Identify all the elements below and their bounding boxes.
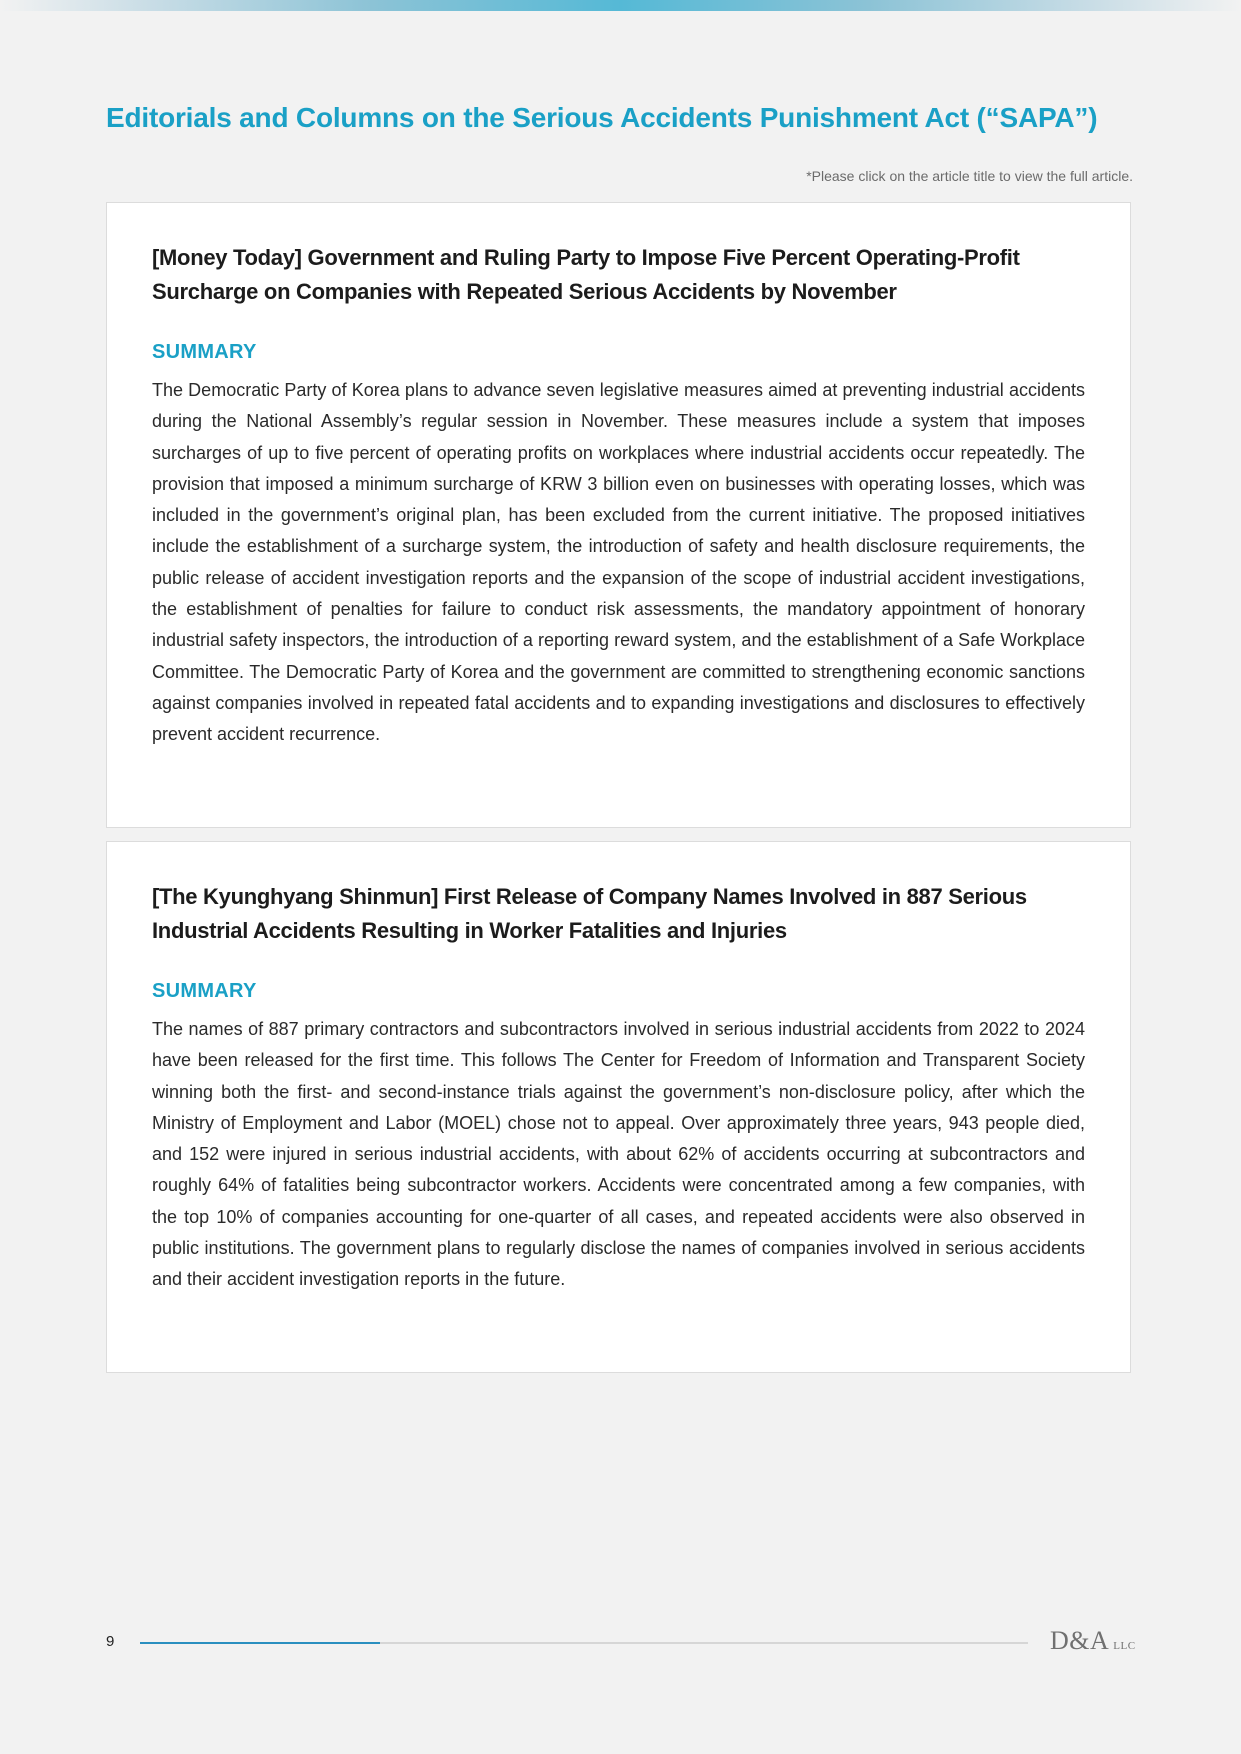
article-title-link[interactable]: [The Kyunghyang Shinmun] First Release of Company Names Involved in 887 Serious Industrial Accidents Resulting in Worker Fatalities and Injuries <box>152 884 1027 943</box>
summary-text: The Democratic Party of Korea plans to advance seven legislative measures aimed at preventing industrial accidents during the National Assembly’s regular session in November. These measures include a system that imposes surcharges of up to five percent of operating profits on workplaces where industrial accidents occur repeatedly. The provision that imposed a minimum surcharge of KRW 3 billion even on businesses with operating losses, which was included in the government’s original plan, has been excluded from the current initiative. The proposed initiatives include the establishment of a surcharge system, the introduction of safety and health disclosure requirements, the public release of accident investigation reports and the expansion of the scope of industrial accident investigations, the establishment of penalties for failure to conduct risk assessments, the mandatory appointment of honorary industrial safety inspectors, the introduction of a reporting reward system, and the establishment of a Safe Workplace Committee. The Democratic Party of Korea and the government are committed to strengthening economic sanctions against companies involved in repeated fatal accidents and to expanding investigations and disclosures to effectively prevent accident recurrence. <box>152 380 1085 745</box>
logo-main-text: D&A <box>1050 1626 1110 1655</box>
summary-text: The names of 887 primary contractors and subcontractors involved in serious industrial accidents from 2022 to 2024 have been released for the first time. This follows The Center for Freedom of Information and Transparent Society winning both the first- and second-instance trials against the government’s non-disclosure policy, after which the Ministry of Employment and Labor (MOEL) chose not to appeal. Over approximately three years, 943 people died, and 152 were injured in serious industrial accidents, with about 62% of accidents occurring at subcontractors and roughly 64% of fatalities being subcontractor workers. Accidents were concentrated among a few companies, with the top 10% of companies accounting for one-quarter of all cases, and repeated accidents were also observed in public institutions. The government plans to regularly disclose the names of companies involved in serious accidents and their accident investigation reports in the future. <box>152 1019 1085 1290</box>
page-progress-fill <box>140 1642 380 1644</box>
article-card <box>106 202 1131 828</box>
article-title-link[interactable]: [Money Today] Government and Ruling Party to Impose Five Percent Operating-Profit Surcharge on Companies with Repeated Serious Accidents by November <box>152 245 1020 304</box>
page-number: 9 <box>106 1633 115 1650</box>
page-title: Editorials and Columns on the Serious Accidents Punishment Act (“SAPA”) <box>106 102 1098 133</box>
logo-sub-text: LLC <box>1113 1640 1136 1652</box>
summary-label: SUMMARY <box>152 341 257 363</box>
summary-label: SUMMARY <box>152 980 257 1002</box>
article-card <box>106 841 1131 1373</box>
company-logo <box>1050 1626 1136 1656</box>
top-gradient-bar <box>0 0 1241 11</box>
page-progress-track <box>140 1642 1028 1644</box>
click-instruction-note: *Please click on the article title to view the full article. <box>806 168 1133 184</box>
